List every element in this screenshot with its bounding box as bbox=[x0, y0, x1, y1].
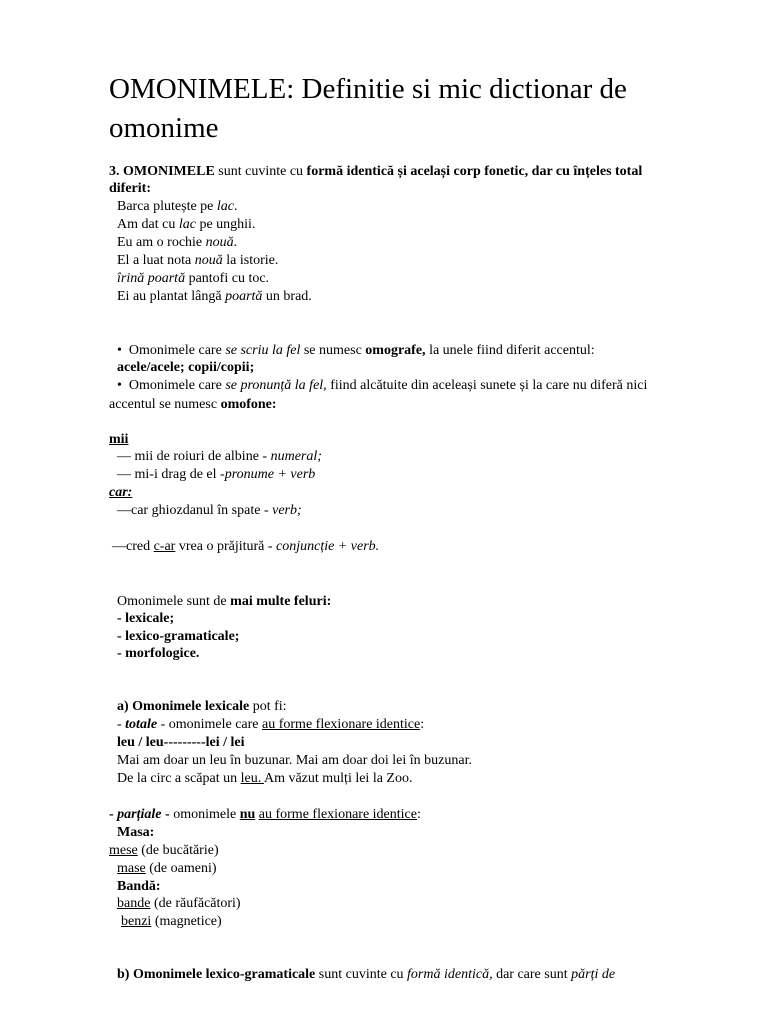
mese-line: mese (de bucătărie) bbox=[109, 843, 219, 858]
bullet-icon: • bbox=[117, 343, 122, 358]
lexgram-line: b) Omonimele lexico-gramaticale sunt cuvinte cu formă identică, dar care sunt părți de bbox=[117, 967, 616, 982]
definition-line-1 bbox=[109, 163, 642, 180]
feluri-item: - lexico-gramaticale; bbox=[117, 629, 240, 644]
banda-heading: Bandă: bbox=[117, 879, 161, 894]
example-line: Barca plutește pe lac. bbox=[117, 199, 238, 214]
omografe-line: • Omonimele care se scriu la fel se numesc omografe, la unele fiind diferit accentul: bbox=[117, 343, 595, 358]
definition-text: sunt cuvinte cu bbox=[214, 164, 307, 179]
partiale-line: - parțiale - omonimele nu au forme flexionare identice: bbox=[109, 807, 421, 822]
definition-number: 3. OMONIMELE bbox=[109, 164, 215, 179]
word-car: car: bbox=[109, 485, 133, 500]
example-line: îrină poartă pantofi cu toc. bbox=[117, 271, 270, 286]
example-line: Am dat cu lac pe unghii. bbox=[117, 217, 256, 232]
page-title: OMONIMELE: Definitie si mic dictionar de omonime bbox=[109, 73, 627, 144]
example-line: Eu am o rochie nouă. bbox=[117, 235, 238, 250]
omofone-line: • Omonimele care se pronunță la fel, fiind alcătuite din aceleași sunete și la care nu diferă nici bbox=[117, 378, 648, 393]
feluri-item: - lexicale; bbox=[117, 611, 175, 626]
omofone-line-2: accentul se numesc omofone: bbox=[109, 397, 277, 412]
benzi-line: benzi (magnetice) bbox=[121, 914, 222, 929]
word-mii: mii bbox=[109, 432, 129, 447]
omografe-examples: acele/acele; copii/copii; bbox=[117, 360, 255, 375]
totale-line: - totale - omonimele care au forme flexionare identice: bbox=[117, 717, 425, 732]
example-line: Ei au plantat lângă poartă un brad. bbox=[117, 289, 312, 304]
mii-line-1: — mii de roiuri de albine - numeral; bbox=[117, 449, 322, 464]
bullet-icon: • bbox=[117, 378, 122, 393]
mii-line-2: — mi-i drag de el -pronume + verb bbox=[117, 467, 316, 482]
definition-line-2: diferit: bbox=[109, 181, 151, 196]
mase-line: mase (de oameni) bbox=[117, 861, 217, 876]
totale-example-1: Mai am doar un leu în buzunar. Mai am doar doi lei în buzunar. bbox=[117, 753, 472, 768]
car-line-2: —cred c-ar vrea o prăjitură - conjuncție + verb. bbox=[112, 539, 380, 554]
feluri-line: Omonimele sunt de mai multe feluri: bbox=[117, 594, 332, 609]
definition-bold-tail: formă identică și același corp fonetic, dar cu înțeles total bbox=[306, 164, 643, 179]
feluri-item: - morfologice. bbox=[117, 646, 200, 661]
car-line-1: —car ghiozdanul în spate - verb; bbox=[117, 503, 302, 518]
lexicale-heading: a) Omonimele lexicale pot fi: bbox=[117, 699, 287, 714]
example-line: El a luat nota nouă la istorie. bbox=[117, 253, 279, 268]
masa-heading: Masa: bbox=[117, 825, 155, 840]
bande-line: bande (de răufăcători) bbox=[117, 896, 241, 911]
totale-example-2: De la circ a scăpat un leu. Am văzut mulți lei la Zoo. bbox=[117, 771, 413, 786]
totale-pair: leu / leu---------lei / lei bbox=[117, 735, 245, 750]
